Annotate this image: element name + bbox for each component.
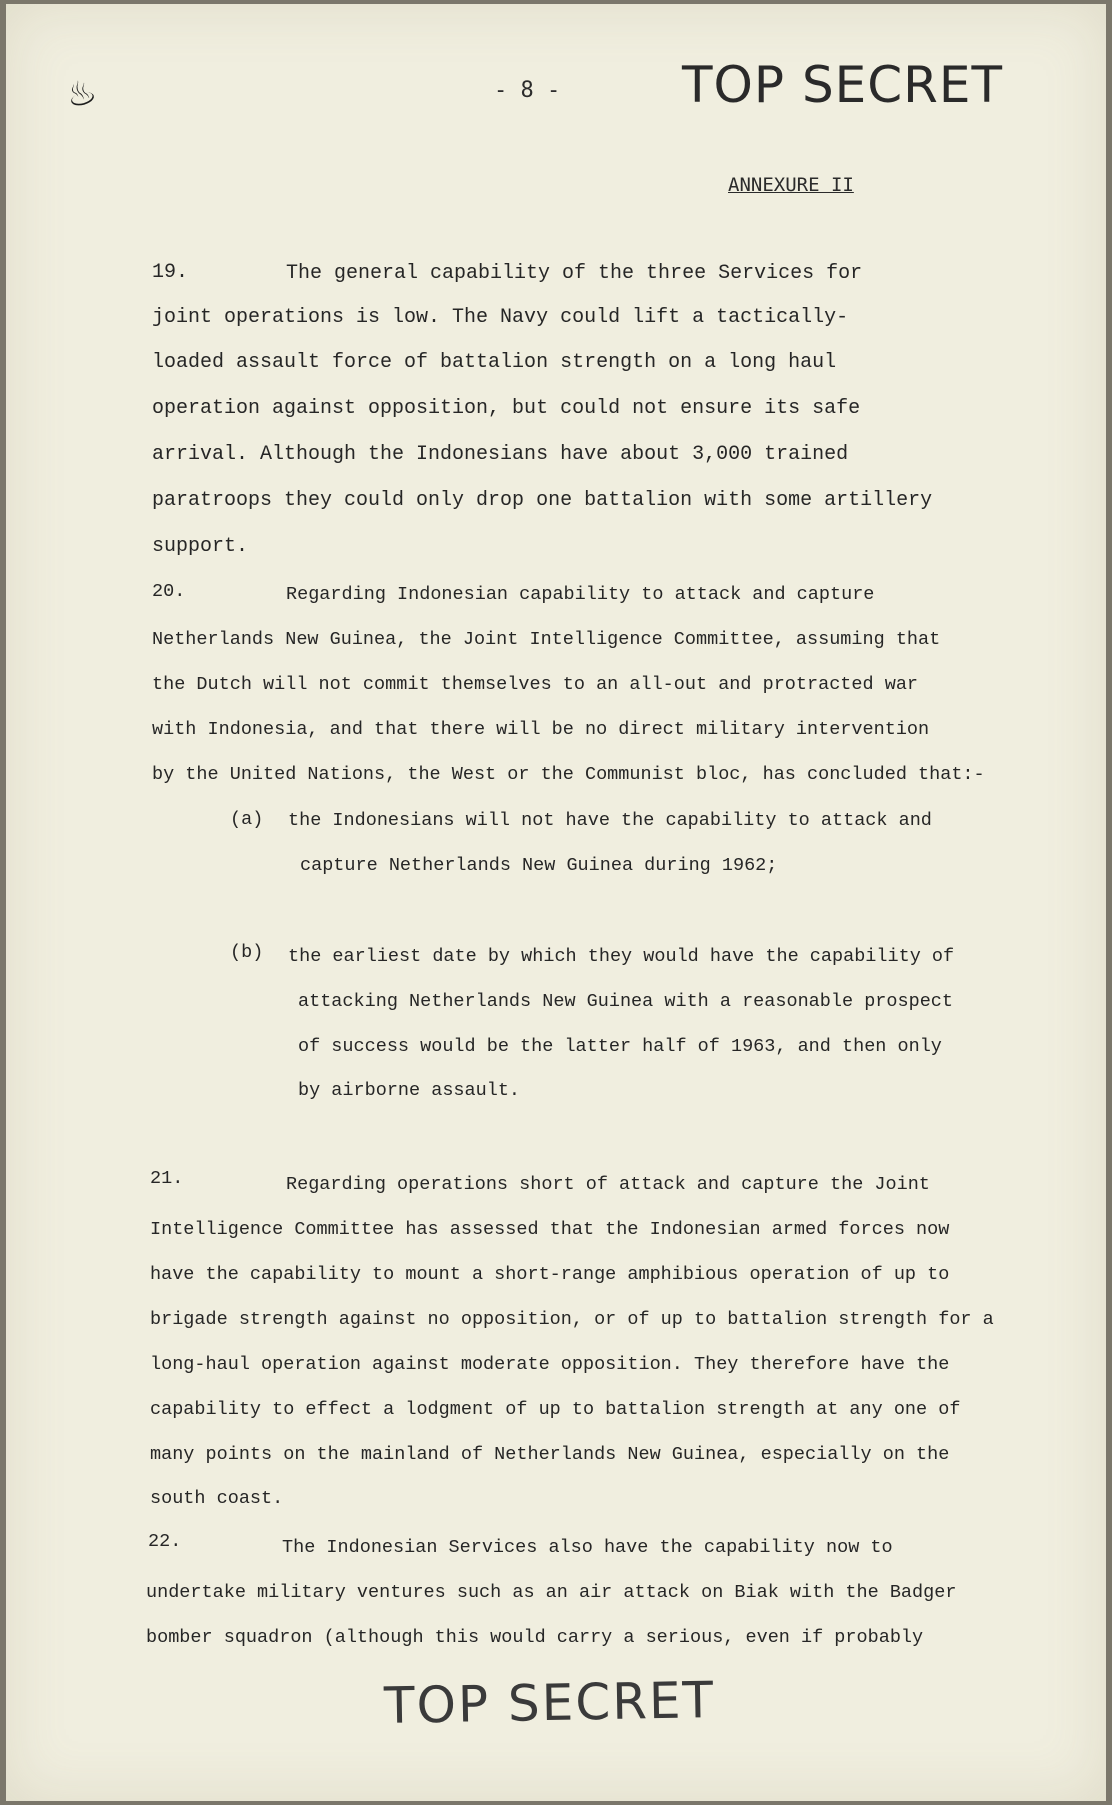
corner-ink-mark: ♨ (61, 70, 102, 118)
paragraph-line: Netherlands New Guinea, the Joint Intelligence Committee, assuming that (152, 629, 941, 650)
paragraph-line: loaded assault force of battalion strength on a long haul (152, 351, 837, 374)
paragraph-line: the Dutch will not commit themselves to an all-out and protracted war (152, 674, 919, 695)
paragraph-line: Regarding operations short of attack and capture the Joint (286, 1174, 930, 1195)
paragraph-number: 21. (150, 1168, 184, 1189)
paragraph-line: The Indonesian Services also have the capability now to (282, 1537, 893, 1558)
paragraph-number: 19. (152, 261, 189, 284)
paragraph-line: Intelligence Committee has assessed that the Indonesian armed forces now (150, 1219, 950, 1240)
paragraph-line: brigade strength against no opposition, or of up to battalion strength for a (150, 1309, 994, 1330)
subclause-line: capture Netherlands New Guinea during 1962; (300, 855, 778, 876)
subclause-line: by airborne assault. (298, 1080, 521, 1101)
paragraph-line: capability to effect a lodgment of up to battalion strength at any one of (150, 1399, 961, 1420)
paragraph-line: Regarding Indonesian capability to attack and capture (286, 584, 875, 605)
paragraph-line: with Indonesia, and that there will be no direct military intervention (152, 719, 930, 740)
paragraph-line: south coast. (150, 1488, 284, 1509)
paragraph-line: bomber squadron (although this would carry a serious, even if probably (146, 1627, 924, 1648)
paragraph-line: many points on the mainland of Netherlands New Guinea, especially on the (150, 1444, 950, 1465)
paragraph-line: support. (152, 535, 249, 558)
paragraph-line: by the United Nations, the West or the Communist bloc, has concluded that:- (152, 764, 985, 785)
paragraph-number: 22. (148, 1531, 182, 1552)
subclause-line: of success would be the latter half of 1963, and then only (298, 1036, 942, 1057)
classification-stamp-bottom: TOP SECRET (383, 1671, 716, 1735)
page-number: - 8 - (494, 78, 561, 103)
paragraph-line: arrival. Although the Indonesians have about 3,000 trained (152, 443, 849, 466)
paragraph-line: long-haul operation against moderate opposition. They therefore have the (150, 1354, 950, 1375)
classification-stamp-top: TOP SECRET (682, 56, 1004, 114)
subclause-line: the earliest date by which they would have the capability of (288, 946, 955, 967)
paragraph-line: undertake military ventures such as an air attack on Biak with the Badger (146, 1582, 957, 1603)
paragraph-line: joint operations is low. The Navy could lift a tactically- (152, 306, 849, 329)
subclause-line: the Indonesians will not have the capability to attack and (288, 810, 932, 831)
document-page (6, 4, 1106, 1801)
subclause-label: (a) (230, 809, 264, 830)
paragraph-number: 20. (152, 581, 186, 602)
subclause-line: attacking Netherlands New Guinea with a reasonable prospect (298, 991, 954, 1012)
subclause-label: (b) (230, 942, 264, 963)
annexure-heading: ANNEXURE II (728, 174, 854, 196)
paragraph-line: have the capability to mount a short-range amphibious operation of up to (150, 1264, 950, 1285)
paragraph-line: The general capability of the three Services for (286, 262, 863, 285)
paragraph-line: operation against opposition, but could not ensure its safe (152, 397, 861, 420)
paragraph-line: paratroops they could only drop one battalion with some artillery (152, 489, 933, 512)
